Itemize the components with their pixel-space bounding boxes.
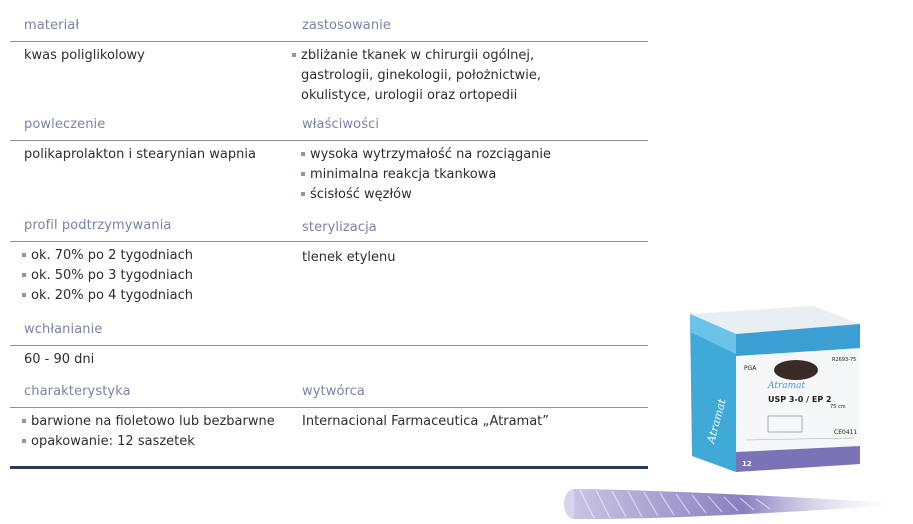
application-line-3: okulistyce, urologii oraz ortopedii [301, 88, 518, 103]
bullet-icon [22, 253, 26, 257]
bullet-icon [22, 273, 26, 277]
bullet-icon [301, 152, 305, 156]
value-sterilization: tlenek etylenu [302, 250, 396, 265]
characteristics-item: barwione na fioletowo lub bezbarwne [22, 412, 275, 432]
value-characteristics [22, 412, 275, 452]
box-count-text: 12 [742, 460, 752, 468]
box-brand-text: Atramat [768, 381, 806, 391]
value-material: kwas poliglikolowy [24, 48, 145, 63]
label-application: zastosowanie [302, 18, 391, 33]
bullet-icon [301, 192, 305, 196]
label-material: materiał [24, 18, 80, 33]
label-characteristics: charakterystyka [24, 384, 131, 399]
value-manufacturer: Internacional Farmaceutica „Atramat” [302, 414, 549, 429]
header-row-absorption [10, 313, 648, 346]
label-retention: profil podtrzymywania [24, 218, 172, 233]
header-row-characteristics [10, 374, 648, 408]
value-absorption: 60 - 90 dni [24, 352, 95, 367]
characteristics-item: opakowanie: 12 saszetek [22, 432, 275, 452]
box-ce-text: CE0411 [834, 429, 858, 436]
properties-item: minimalna reakcja tkankowa [301, 165, 551, 185]
box-side-brand-text: Atramat [704, 397, 729, 445]
bullet-icon [301, 172, 305, 176]
bottom-rule [10, 466, 648, 469]
application-line-2: gastrologii, ginekologii, położnictwie, [301, 68, 541, 83]
box-size-text: USP 3-0 / EP 2 [768, 395, 832, 404]
braided-suture-image [560, 484, 913, 524]
properties-item: ścisłość węzłów [301, 185, 551, 205]
bullet-icon [22, 293, 26, 297]
application-line-1: zbliżanie tkanek w chirurgii ogólnej, [292, 46, 541, 66]
box-code-text: R2693-75 [832, 357, 857, 363]
label-coating: powleczenie [24, 117, 106, 132]
retention-item: ok. 50% po 3 tygodniach [22, 266, 193, 286]
header-row-material [10, 8, 648, 42]
value-properties [301, 145, 551, 205]
value-coating: polikaprolakton i stearynian wapnia [24, 147, 256, 162]
box-length-text: 75 cm [830, 404, 846, 410]
box-type-text: PGA [744, 365, 757, 372]
label-properties: właściwości [302, 117, 380, 132]
label-manufacturer: wytwórca [302, 384, 365, 399]
label-absorption: wchłanianie [24, 322, 103, 337]
bullet-icon [22, 419, 26, 423]
properties-item: wysoka wytrzymałość na rozciąganie [301, 145, 551, 165]
bullet-icon [292, 53, 296, 57]
header-row-retention [10, 208, 648, 242]
value-retention [22, 246, 193, 306]
label-sterilization: sterylizacja [302, 220, 377, 235]
retention-item: ok. 20% po 4 tygodniach [22, 286, 193, 306]
header-row-coating [10, 107, 648, 141]
product-box-image [684, 304, 864, 474]
bullet-icon [22, 439, 26, 443]
retention-item: ok. 70% po 2 tygodniach [22, 246, 193, 266]
value-application [292, 46, 541, 106]
